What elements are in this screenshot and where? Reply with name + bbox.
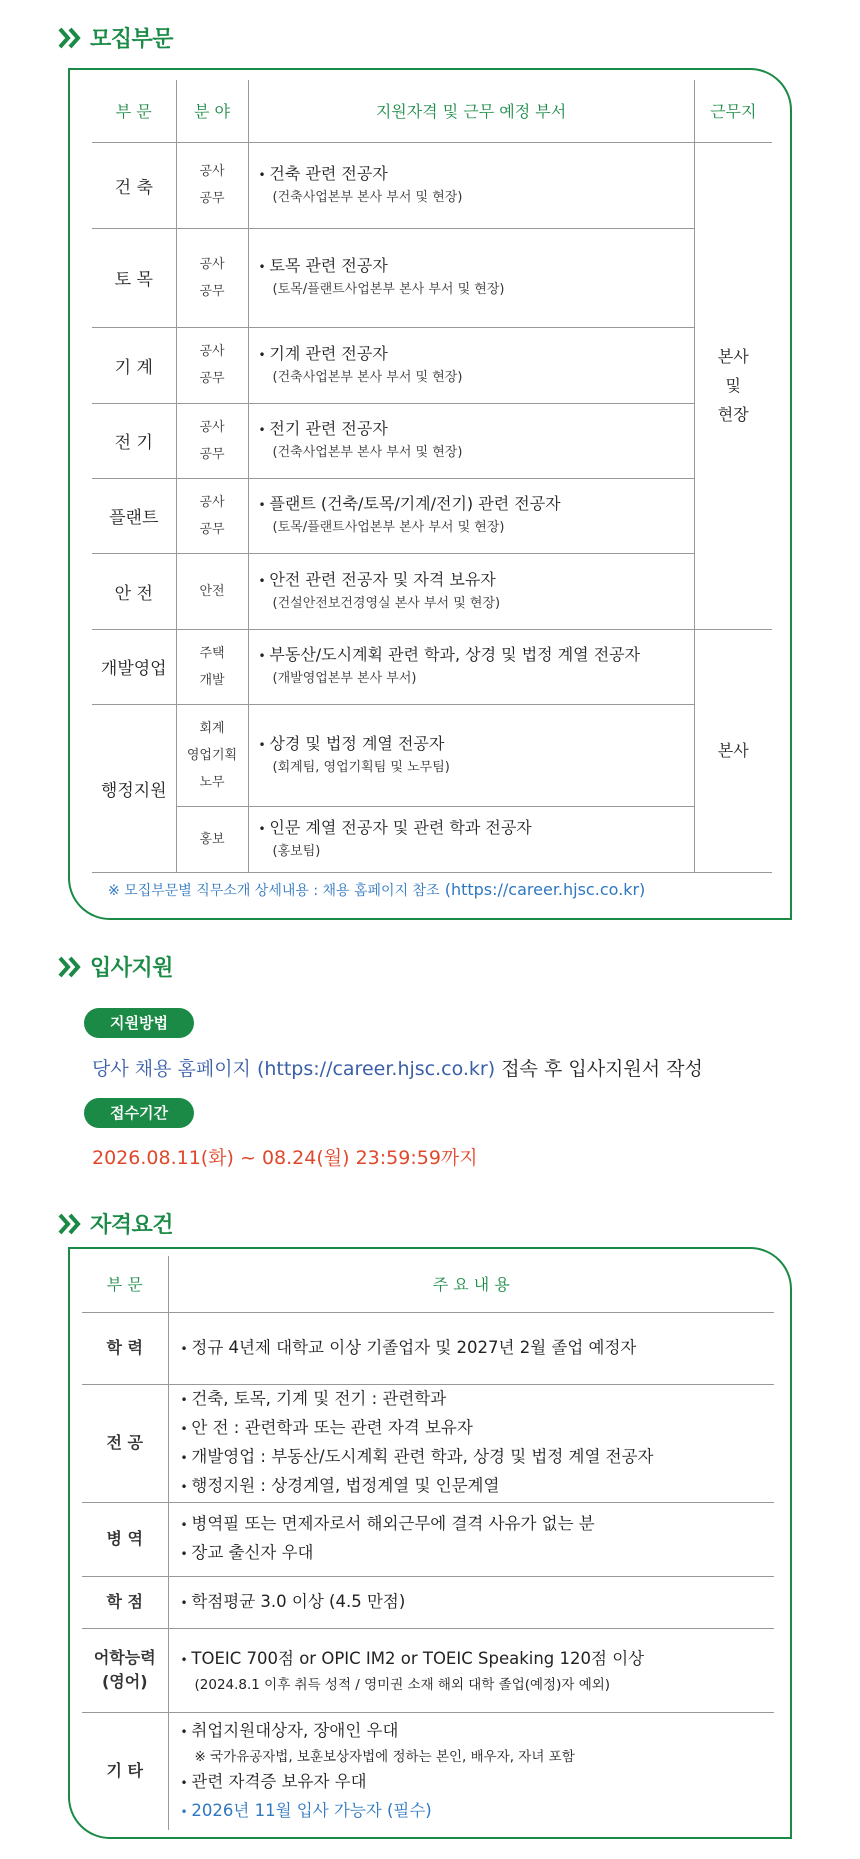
field-cell: 회계 영업기획 노무 xyxy=(176,704,248,806)
table-row xyxy=(82,1502,774,1576)
table-row xyxy=(92,327,772,403)
table-row xyxy=(92,478,772,553)
value-cell: • 정규 4년제 대학교 이상 기졸업자 및 2027년 2월 졸업 예정자 xyxy=(168,1312,774,1384)
field-cell: 주택 개발 xyxy=(176,629,248,704)
desc-cell: • 부동산/도시계획 관련 학과, 상경 및 법정 계열 전공자 (개발영업본부 본사 부서) xyxy=(248,629,694,704)
table-row xyxy=(92,142,772,228)
desc-cell: • 안전 관련 전공자 및 자격 보유자 (건설안전보건경영실 본사 부서 및 현장) xyxy=(248,553,694,629)
key-cell: 병 역 xyxy=(82,1502,168,1576)
value-cell: • 학점평균 3.0 이상 (4.5 만점) xyxy=(168,1576,774,1628)
desc-cell: • 인문 계열 전공자 및 관련 학과 전공자 (홍보팀) xyxy=(248,806,694,872)
apply-period-badge: 접수기간 xyxy=(84,1098,194,1128)
value-cell: • TOEIC 700점 or OPIC IM2 or TOEIC Speaking 120점 이상 (2024.8.1 이후 취득 성적 / 영미권 소재 해외 대학 졸업(예정)자 예외) xyxy=(168,1628,774,1712)
key-cell: 학 력 xyxy=(82,1312,168,1384)
value-cell: • 취업지원대상자, 장애인 우대 ※ 국가유공자법, 보훈보상자법에 정하는 본인, 배우자, 자녀 포함 • 관련 자격증 보유자 우대 • 2026년 11월 입사 가능자 (필수) xyxy=(168,1712,774,1830)
apply-period-text: 2026.08.11(화) ~ 08.24(월) 23:59:59까지 xyxy=(92,1147,478,1169)
desc-cell: • 기계 관련 전공자 (건축사업본부 본사 부서 및 현장) xyxy=(248,327,694,403)
recruit-table xyxy=(92,80,772,873)
field-cell: 공사 공무 xyxy=(176,228,248,327)
header-field: 분 야 xyxy=(176,80,248,142)
desc-cell: • 전기 관련 전공자 (건축사업본부 본사 부서 및 현장) xyxy=(248,403,694,478)
key-cell: 어학능력 (영어) xyxy=(82,1628,168,1712)
desc-cell: • 상경 및 법정 계열 전공자 (회계팀, 영업기획팀 및 노무팀) xyxy=(248,704,694,806)
table-row xyxy=(82,1712,774,1830)
dept-cell: 안 전 xyxy=(92,553,176,629)
dept-cell: 개발영업 xyxy=(92,629,176,704)
location-cell: 본사 xyxy=(694,629,772,872)
career-link[interactable]: (https://career.hjsc.co.kr) xyxy=(444,880,646,899)
header-val: 주 요 내 용 xyxy=(168,1256,774,1312)
field-cell: 홍보 xyxy=(176,806,248,872)
table-row xyxy=(92,629,772,704)
table-row xyxy=(82,1628,774,1712)
section-title-qual: 자격요건 xyxy=(58,1208,173,1239)
dept-cell: 행정지원 xyxy=(92,704,176,872)
table-row xyxy=(92,704,772,806)
table-row xyxy=(92,553,772,629)
field-cell: 공사 공무 xyxy=(176,478,248,553)
career-link[interactable]: 당사 채용 홈페이지 (https://career.hjsc.co.kr) xyxy=(92,1058,496,1080)
apply-method-text: 당사 채용 홈페이지 (https://career.hjsc.co.kr) 접속 후 입사지원서 작성 xyxy=(92,1058,703,1080)
key-cell: 학 점 xyxy=(82,1576,168,1628)
dept-cell: 플랜트 xyxy=(92,478,176,553)
header-dept: 부 문 xyxy=(92,80,176,142)
table-row xyxy=(92,403,772,478)
desc-cell: • 건축 관련 전공자 (건축사업본부 본사 부서 및 현장) xyxy=(248,142,694,228)
table-row xyxy=(82,1576,774,1628)
header-loc: 근무지 xyxy=(694,80,772,142)
dept-cell: 토 목 xyxy=(92,228,176,327)
recruit-note: ※ 모집부문별 직무소개 상세내용 : 채용 홈페이지 참조 (https://career.hjsc.co.kr) xyxy=(108,880,646,899)
desc-cell: • 토목 관련 전공자 (토목/플랜트사업본부 본사 부서 및 현장) xyxy=(248,228,694,327)
table-row xyxy=(92,806,772,872)
header-desc: 지원자격 및 근무 예정 부서 xyxy=(248,80,694,142)
desc-cell: • 플랜트 (건축/토목/기계/전기) 관련 전공자 (토목/플랜트사업본부 본사 부서 및 현장) xyxy=(248,478,694,553)
field-cell: 공사 공무 xyxy=(176,403,248,478)
double-chevron-icon xyxy=(58,956,84,978)
value-cell: • 건축, 토목, 기계 및 전기 : 관련학과 • 안 전 : 관련학과 또는 관련 자격 보유자 • 개발영업 : 부동산/도시계획 관련 학과, 상경 및 법정 계열 전공자 • 행정지원 : 상경계열, 법정계열 및 인문계열 xyxy=(168,1384,774,1502)
table-row xyxy=(82,1312,774,1384)
value-cell: • 병역필 또는 면제자로서 해외근무에 결격 사유가 없는 분 • 장교 출신자 우대 xyxy=(168,1502,774,1576)
double-chevron-icon xyxy=(58,27,84,49)
key-cell: 기 타 xyxy=(82,1712,168,1830)
section-title-apply: 입사지원 xyxy=(58,951,173,982)
section-title-recruit: 모집부문 xyxy=(58,22,173,53)
field-cell: 안전 xyxy=(176,553,248,629)
table-row xyxy=(92,228,772,327)
header-key: 부 문 xyxy=(82,1256,168,1312)
qual-table xyxy=(82,1256,774,1830)
double-chevron-icon xyxy=(58,1213,84,1235)
location-cell: 본사 및 현장 xyxy=(694,142,772,629)
dept-cell: 기 계 xyxy=(92,327,176,403)
table-row xyxy=(82,1384,774,1502)
dept-cell: 전 기 xyxy=(92,403,176,478)
key-cell: 전 공 xyxy=(82,1384,168,1502)
dept-cell: 건 축 xyxy=(92,142,176,228)
field-cell: 공사 공무 xyxy=(176,142,248,228)
apply-method-badge: 지원방법 xyxy=(84,1008,194,1038)
field-cell: 공사 공무 xyxy=(176,327,248,403)
